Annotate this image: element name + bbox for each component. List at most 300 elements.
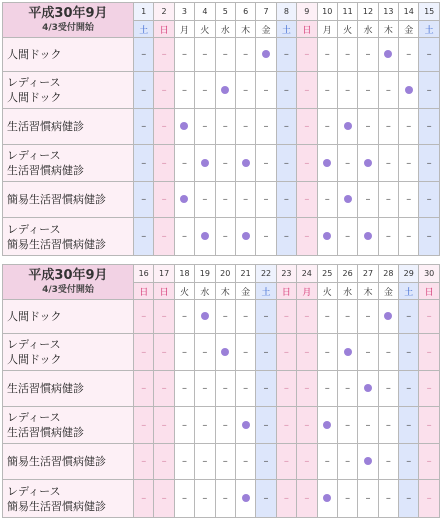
unavailable-slot: –	[235, 38, 255, 72]
day-number: 20	[215, 265, 235, 283]
schedule-title-cell	[3, 265, 134, 300]
unavailable-slot: –	[154, 145, 174, 182]
unavailable-slot: –	[399, 480, 419, 518]
unavailable-slot: –	[215, 145, 235, 182]
course-name-line: 人間ドック	[7, 91, 62, 104]
unavailable-slot: –	[297, 444, 317, 480]
unavailable-slot: –	[276, 407, 296, 444]
unavailable-slot: –	[317, 300, 337, 334]
unavailable-slot: –	[154, 371, 174, 407]
weekday-label: 日	[154, 283, 174, 300]
day-number: 19	[195, 265, 215, 283]
weekday-label: 日	[134, 283, 154, 300]
availability-dot-icon	[201, 232, 209, 240]
day-number: 17	[154, 265, 174, 283]
unavailable-slot: –	[195, 334, 215, 371]
weekday-label: 水	[195, 283, 215, 300]
unavailable-slot: –	[134, 334, 154, 371]
unavailable-slot: –	[297, 334, 317, 371]
availability-dot-icon	[323, 232, 331, 240]
day-number: 18	[174, 265, 194, 283]
day-number: 24	[297, 265, 317, 283]
weekday-label: 土	[256, 283, 276, 300]
weekday-label: 金	[235, 283, 255, 300]
unavailable-slot: –	[154, 182, 174, 218]
unavailable-slot: –	[195, 444, 215, 480]
day-number: 15	[419, 3, 439, 21]
weekday-label: 水	[358, 21, 378, 38]
unavailable-slot: –	[358, 109, 378, 145]
unavailable-slot: –	[235, 444, 255, 480]
course-name-line: 人間ドック	[7, 353, 62, 366]
day-number: 2	[154, 3, 174, 21]
unavailable-slot: –	[399, 407, 419, 444]
unavailable-slot: –	[297, 182, 317, 218]
unavailable-slot: –	[399, 182, 419, 218]
weekday-label: 日	[154, 21, 174, 38]
available-slot	[174, 109, 194, 145]
available-slot	[317, 480, 337, 518]
availability-dot-icon	[262, 50, 270, 58]
unavailable-slot: –	[419, 334, 439, 371]
availability-dot-icon	[242, 421, 250, 429]
course-name	[3, 444, 134, 480]
available-slot	[358, 218, 378, 256]
unavailable-slot: –	[256, 480, 276, 518]
unavailable-slot: –	[399, 371, 419, 407]
unavailable-slot: –	[399, 334, 419, 371]
availability-dot-icon	[242, 494, 250, 502]
day-number: 3	[174, 3, 194, 21]
unavailable-slot: –	[276, 182, 296, 218]
unavailable-slot: –	[154, 407, 174, 444]
availability-dot-icon	[201, 159, 209, 167]
available-slot	[195, 145, 215, 182]
day-number: 28	[378, 265, 398, 283]
unavailable-slot: –	[358, 407, 378, 444]
availability-dot-icon	[364, 457, 372, 465]
unavailable-slot: –	[276, 145, 296, 182]
unavailable-slot: –	[154, 109, 174, 145]
unavailable-slot: –	[317, 72, 337, 109]
availability-dot-icon	[323, 421, 331, 429]
day-number: 23	[276, 265, 296, 283]
unavailable-slot: –	[337, 72, 357, 109]
day-number: 10	[317, 3, 337, 21]
availability-dot-icon	[364, 232, 372, 240]
course-name	[3, 334, 134, 371]
unavailable-slot: –	[358, 334, 378, 371]
unavailable-slot: –	[235, 371, 255, 407]
unavailable-slot: –	[317, 444, 337, 480]
day-number: 25	[317, 265, 337, 283]
unavailable-slot: –	[378, 145, 398, 182]
unavailable-slot: –	[419, 300, 439, 334]
weekday-label: 火	[174, 283, 194, 300]
unavailable-slot: –	[215, 109, 235, 145]
unavailable-slot: –	[297, 72, 317, 109]
unavailable-slot: –	[154, 334, 174, 371]
unavailable-slot: –	[134, 371, 154, 407]
course-name-line: 生活習慣病健診	[7, 120, 84, 133]
weekday-label: 日	[276, 283, 296, 300]
unavailable-slot: –	[134, 109, 154, 145]
calendar-table-second-half	[2, 264, 440, 518]
day-number: 29	[399, 265, 419, 283]
unavailable-slot: –	[297, 300, 317, 334]
course-name-line: レディース	[7, 76, 61, 89]
unavailable-slot: –	[399, 218, 419, 256]
unavailable-slot: –	[419, 444, 439, 480]
weekday-label: 水	[215, 21, 235, 38]
weekday-label: 月	[174, 21, 194, 38]
unavailable-slot: –	[195, 371, 215, 407]
availability-dot-icon	[344, 195, 352, 203]
weekday-label: 金	[399, 21, 419, 38]
day-number: 27	[358, 265, 378, 283]
course-name	[3, 371, 134, 407]
available-slot	[235, 145, 255, 182]
weekday-label: 土	[276, 21, 296, 38]
weekday-label: 土	[134, 21, 154, 38]
unavailable-slot: –	[195, 38, 215, 72]
unavailable-slot: –	[337, 38, 357, 72]
unavailable-slot: –	[134, 300, 154, 334]
unavailable-slot: –	[134, 182, 154, 218]
unavailable-slot: –	[235, 334, 255, 371]
unavailable-slot: –	[337, 480, 357, 518]
unavailable-slot: –	[195, 407, 215, 444]
course-name-line: 簡易生活習慣病健診	[7, 499, 106, 513]
unavailable-slot: –	[195, 72, 215, 109]
reception-start-note: 4/3受付開始	[42, 285, 94, 295]
weekday-label: 月	[297, 283, 317, 300]
unavailable-slot: –	[317, 334, 337, 371]
unavailable-slot: –	[235, 72, 255, 109]
course-name-line: 生活習慣病健診	[7, 426, 84, 439]
unavailable-slot: –	[134, 72, 154, 109]
weekday-label: 月	[317, 21, 337, 38]
unavailable-slot: –	[256, 145, 276, 182]
available-slot	[317, 407, 337, 444]
course-name-line: 人間ドック	[7, 310, 62, 323]
unavailable-slot: –	[378, 407, 398, 444]
unavailable-slot: –	[215, 444, 235, 480]
unavailable-slot: –	[297, 407, 317, 444]
day-number: 6	[235, 3, 255, 21]
unavailable-slot: –	[419, 218, 439, 256]
available-slot	[195, 300, 215, 334]
unavailable-slot: –	[256, 109, 276, 145]
reception-start-note: 4/3受付開始	[42, 23, 94, 33]
available-slot	[358, 371, 378, 407]
course-name-line: 簡易生活習慣病健診	[7, 237, 106, 251]
course-row	[3, 182, 440, 218]
weekday-label: 火	[195, 21, 215, 38]
course-row	[3, 218, 440, 256]
unavailable-slot: –	[174, 480, 194, 518]
course-name-line: レディース	[7, 411, 61, 424]
unavailable-slot: –	[154, 72, 174, 109]
unavailable-slot: –	[174, 371, 194, 407]
unavailable-slot: –	[215, 407, 235, 444]
day-number: 4	[195, 3, 215, 21]
unavailable-slot: –	[154, 218, 174, 256]
course-name	[3, 72, 134, 109]
day-number: 22	[256, 265, 276, 283]
unavailable-slot: –	[378, 182, 398, 218]
unavailable-slot: –	[276, 300, 296, 334]
unavailable-slot: –	[337, 145, 357, 182]
day-number: 11	[337, 3, 357, 21]
unavailable-slot: –	[215, 218, 235, 256]
unavailable-slot: –	[419, 480, 439, 518]
unavailable-slot: –	[215, 300, 235, 334]
unavailable-slot: –	[276, 334, 296, 371]
course-name-line: 簡易生活習慣病健診	[7, 455, 106, 468]
unavailable-slot: –	[419, 109, 439, 145]
schedule-title: 平成30年9月	[28, 6, 108, 21]
day-number: 7	[256, 3, 276, 21]
unavailable-slot: –	[399, 109, 419, 145]
course-row	[3, 480, 440, 518]
unavailable-slot: –	[378, 444, 398, 480]
unavailable-slot: –	[256, 371, 276, 407]
unavailable-slot: –	[358, 38, 378, 72]
course-row	[3, 371, 440, 407]
unavailable-slot: –	[297, 109, 317, 145]
unavailable-slot: –	[215, 38, 235, 72]
available-slot	[235, 480, 255, 518]
day-number: 12	[358, 3, 378, 21]
course-name-line: 生活習慣病健診	[7, 382, 84, 395]
weekday-label: 火	[317, 283, 337, 300]
unavailable-slot: –	[337, 218, 357, 256]
day-number: 14	[399, 3, 419, 21]
available-slot	[235, 407, 255, 444]
unavailable-slot: –	[297, 38, 317, 72]
availability-dot-icon	[180, 122, 188, 130]
weekday-label: 日	[419, 283, 439, 300]
course-name-line: レディース	[7, 222, 61, 236]
weekday-label: 水	[337, 283, 357, 300]
unavailable-slot: –	[297, 145, 317, 182]
day-number: 5	[215, 3, 235, 21]
availability-dot-icon	[405, 86, 413, 94]
unavailable-slot: –	[215, 182, 235, 218]
available-slot	[337, 182, 357, 218]
availability-dot-icon	[242, 232, 250, 240]
unavailable-slot: –	[378, 109, 398, 145]
unavailable-slot: –	[174, 218, 194, 256]
unavailable-slot: –	[358, 300, 378, 334]
unavailable-slot: –	[134, 38, 154, 72]
available-slot	[358, 145, 378, 182]
unavailable-slot: –	[235, 300, 255, 334]
unavailable-slot: –	[276, 480, 296, 518]
course-name	[3, 182, 134, 218]
course-row	[3, 38, 440, 72]
weekday-label: 火	[337, 21, 357, 38]
available-slot	[378, 300, 398, 334]
course-name	[3, 480, 134, 518]
weekday-label: 木	[358, 283, 378, 300]
unavailable-slot: –	[134, 444, 154, 480]
unavailable-slot: –	[297, 371, 317, 407]
course-name-line: 生活習慣病健診	[7, 164, 84, 177]
unavailable-slot: –	[215, 371, 235, 407]
unavailable-slot: –	[317, 182, 337, 218]
available-slot	[399, 72, 419, 109]
course-name-line: 人間ドック	[7, 48, 62, 61]
availability-dot-icon	[344, 122, 352, 130]
course-name	[3, 145, 134, 182]
available-slot	[337, 334, 357, 371]
schedule-title-cell	[3, 3, 134, 38]
unavailable-slot: –	[378, 334, 398, 371]
unavailable-slot: –	[378, 480, 398, 518]
available-slot	[195, 218, 215, 256]
unavailable-slot: –	[215, 480, 235, 518]
course-name	[3, 38, 134, 72]
unavailable-slot: –	[419, 38, 439, 72]
unavailable-slot: –	[174, 300, 194, 334]
unavailable-slot: –	[358, 72, 378, 109]
availability-dot-icon	[180, 195, 188, 203]
unavailable-slot: –	[174, 334, 194, 371]
availability-dot-icon	[364, 159, 372, 167]
unavailable-slot: –	[317, 38, 337, 72]
course-row	[3, 72, 440, 109]
unavailable-slot: –	[154, 38, 174, 72]
unavailable-slot: –	[276, 218, 296, 256]
availability-dot-icon	[384, 312, 392, 320]
availability-dot-icon	[242, 159, 250, 167]
unavailable-slot: –	[256, 182, 276, 218]
day-number: 9	[297, 3, 317, 21]
weekday-label: 日	[297, 21, 317, 38]
day-number: 16	[134, 265, 154, 283]
course-name	[3, 109, 134, 145]
course-row	[3, 334, 440, 371]
schedule-title: 平成30年9月	[28, 268, 108, 283]
unavailable-slot: –	[256, 300, 276, 334]
unavailable-slot: –	[276, 72, 296, 109]
day-number: 8	[276, 3, 296, 21]
available-slot	[337, 109, 357, 145]
course-name-line: レディース	[7, 338, 61, 351]
course-name-line: レディース	[7, 484, 61, 498]
weekday-label: 金	[256, 21, 276, 38]
unavailable-slot: –	[134, 480, 154, 518]
course-name	[3, 218, 134, 256]
unavailable-slot: –	[337, 444, 357, 480]
available-slot	[174, 182, 194, 218]
unavailable-slot: –	[378, 371, 398, 407]
unavailable-slot: –	[195, 480, 215, 518]
day-number: 30	[419, 265, 439, 283]
available-slot	[358, 444, 378, 480]
availability-dot-icon	[221, 86, 229, 94]
unavailable-slot: –	[297, 218, 317, 256]
unavailable-slot: –	[174, 38, 194, 72]
unavailable-slot: –	[419, 145, 439, 182]
weekday-label: 土	[399, 283, 419, 300]
availability-dot-icon	[201, 312, 209, 320]
unavailable-slot: –	[297, 480, 317, 518]
day-number: 13	[378, 3, 398, 21]
unavailable-slot: –	[276, 444, 296, 480]
unavailable-slot: –	[154, 444, 174, 480]
unavailable-slot: –	[174, 444, 194, 480]
course-row	[3, 109, 440, 145]
unavailable-slot: –	[419, 407, 439, 444]
unavailable-slot: –	[154, 480, 174, 518]
day-number: 26	[337, 265, 357, 283]
available-slot	[378, 38, 398, 72]
unavailable-slot: –	[399, 444, 419, 480]
weekday-label: 木	[378, 21, 398, 38]
unavailable-slot: –	[358, 480, 378, 518]
unavailable-slot: –	[134, 218, 154, 256]
unavailable-slot: –	[419, 72, 439, 109]
unavailable-slot: –	[174, 72, 194, 109]
available-slot	[317, 145, 337, 182]
available-slot	[317, 218, 337, 256]
course-row	[3, 145, 440, 182]
unavailable-slot: –	[378, 72, 398, 109]
availability-dot-icon	[323, 494, 331, 502]
unavailable-slot: –	[337, 371, 357, 407]
unavailable-slot: –	[337, 300, 357, 334]
unavailable-slot: –	[256, 444, 276, 480]
unavailable-slot: –	[276, 38, 296, 72]
unavailable-slot: –	[399, 300, 419, 334]
day-number: 1	[134, 3, 154, 21]
unavailable-slot: –	[276, 371, 296, 407]
unavailable-slot: –	[399, 38, 419, 72]
availability-dot-icon	[221, 348, 229, 356]
unavailable-slot: –	[195, 182, 215, 218]
course-name-line: レディース	[7, 149, 61, 162]
course-name	[3, 300, 134, 334]
unavailable-slot: –	[276, 109, 296, 145]
unavailable-slot: –	[256, 72, 276, 109]
available-slot	[235, 218, 255, 256]
course-row	[3, 444, 440, 480]
unavailable-slot: –	[256, 218, 276, 256]
unavailable-slot: –	[235, 109, 255, 145]
unavailable-slot: –	[256, 334, 276, 371]
unavailable-slot: –	[235, 182, 255, 218]
unavailable-slot: –	[134, 145, 154, 182]
unavailable-slot: –	[317, 371, 337, 407]
course-name-line: 簡易生活習慣病健診	[7, 193, 106, 206]
unavailable-slot: –	[134, 407, 154, 444]
available-slot	[256, 38, 276, 72]
unavailable-slot: –	[358, 182, 378, 218]
unavailable-slot: –	[154, 300, 174, 334]
unavailable-slot: –	[174, 407, 194, 444]
day-number: 21	[235, 265, 255, 283]
weekday-label: 木	[215, 283, 235, 300]
weekday-label: 金	[378, 283, 398, 300]
course-row	[3, 300, 440, 334]
weekday-label: 木	[235, 21, 255, 38]
unavailable-slot: –	[256, 407, 276, 444]
unavailable-slot: –	[378, 218, 398, 256]
course-row	[3, 407, 440, 444]
